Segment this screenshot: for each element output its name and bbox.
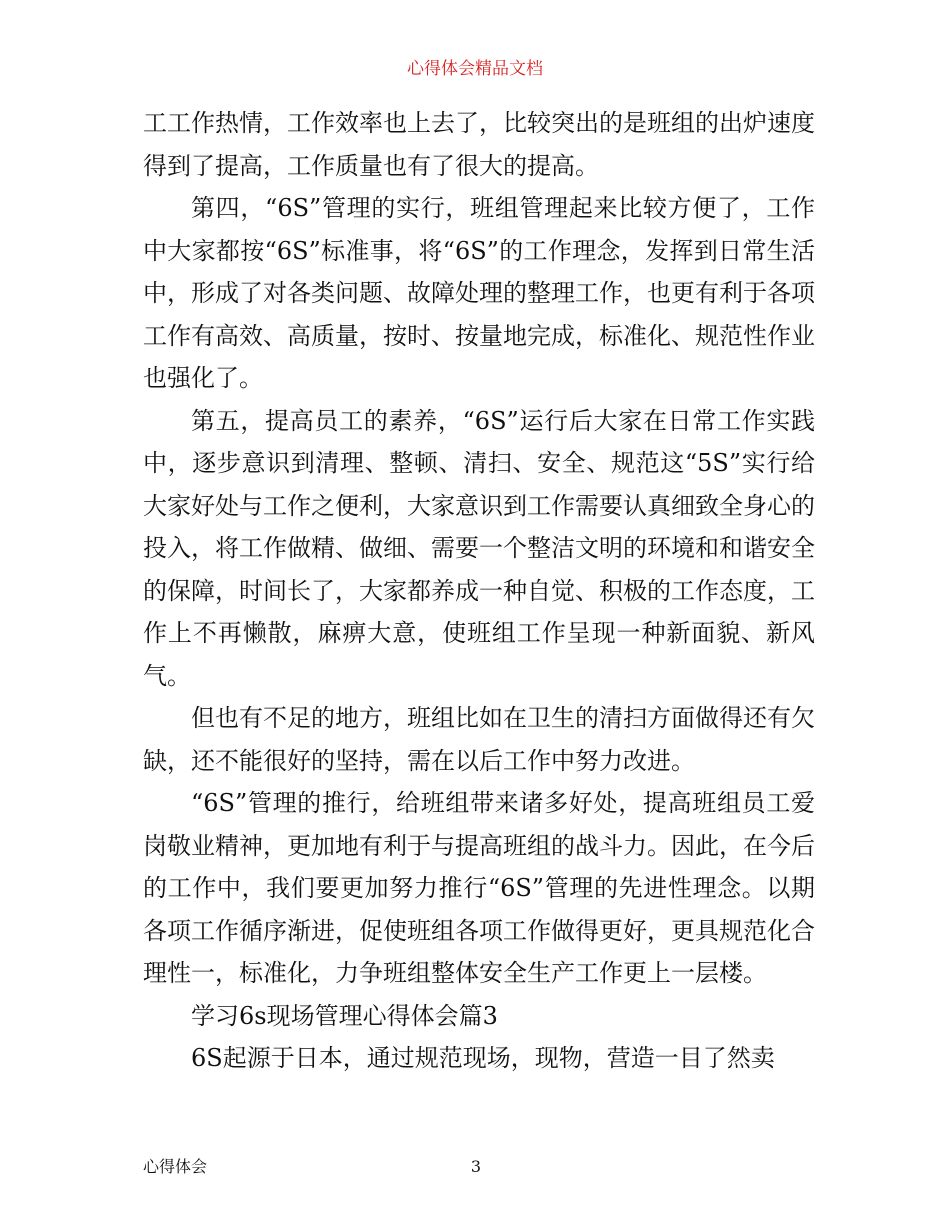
- paragraph-5: “6S”管理的推行，给班组带来诸多好处，提高班组员工爱岗敬业精神，更加地有利于与提高班组的战斗力。因此，在今后的工作中，我们要更加努力推行“6S”管理的先进性理念。以期各项工作循序渐进，促使班组各项工作做得更好，更具规范化合理性一，标准化，力争班组整体安全生产工作更上一层楼。: [143, 789, 815, 987]
- section-heading: 学习6s现场管理心得体会篇3: [191, 1001, 498, 1030]
- page-header-title: 心得体会精品文档: [407, 59, 543, 79]
- paragraph-1: 工工作热情，工作效率也上去了，比较突出的是班组的出炉速度得到了提高，工作质量也有了很大的提高。: [143, 109, 815, 180]
- paragraph-6: 6S起源于日本，通过规范现场，现物，营造一目了然卖: [191, 1044, 775, 1072]
- footer-label: 心得体会: [143, 1157, 208, 1176]
- page-number: 3: [470, 1157, 482, 1176]
- document-body: [143, 102, 815, 1080]
- paragraph-4: 但也有不足的地方，班组比如在卫生的清扫方面做得还有欠缺，还不能很好的坚持，需在以后工作中努力改进。: [143, 704, 815, 775]
- paragraph-2: 第四，“6S”管理的实行，班组管理起来比较方便了，工作中大家都按“6S”标准事，将“6S”的工作理念，发挥到日常生活中，形成了对各类问题、故障处理的整理工作，也更有利于各项工作有高效、高质量，按时、按量地完成，标准化、规范性作业也强化了。: [143, 194, 815, 392]
- paragraph-3: 第五，提高员工的素养，“6S”运行后大家在日常工作实践中，逐步意识到清理、整顿、清扫、安全、规范这“5S”实行给大家好处与工作之便利，大家意识到工作需要认真细致全身心的投入，将工作做精、做细、需要一个整洁文明的环境和和谐安全的保障，时间长了，大家都养成一种自觉、积极的工作态度，工作上不再懒散，麻痹大意，使班组工作呈现一种新面貌、新风气。: [143, 406, 815, 690]
